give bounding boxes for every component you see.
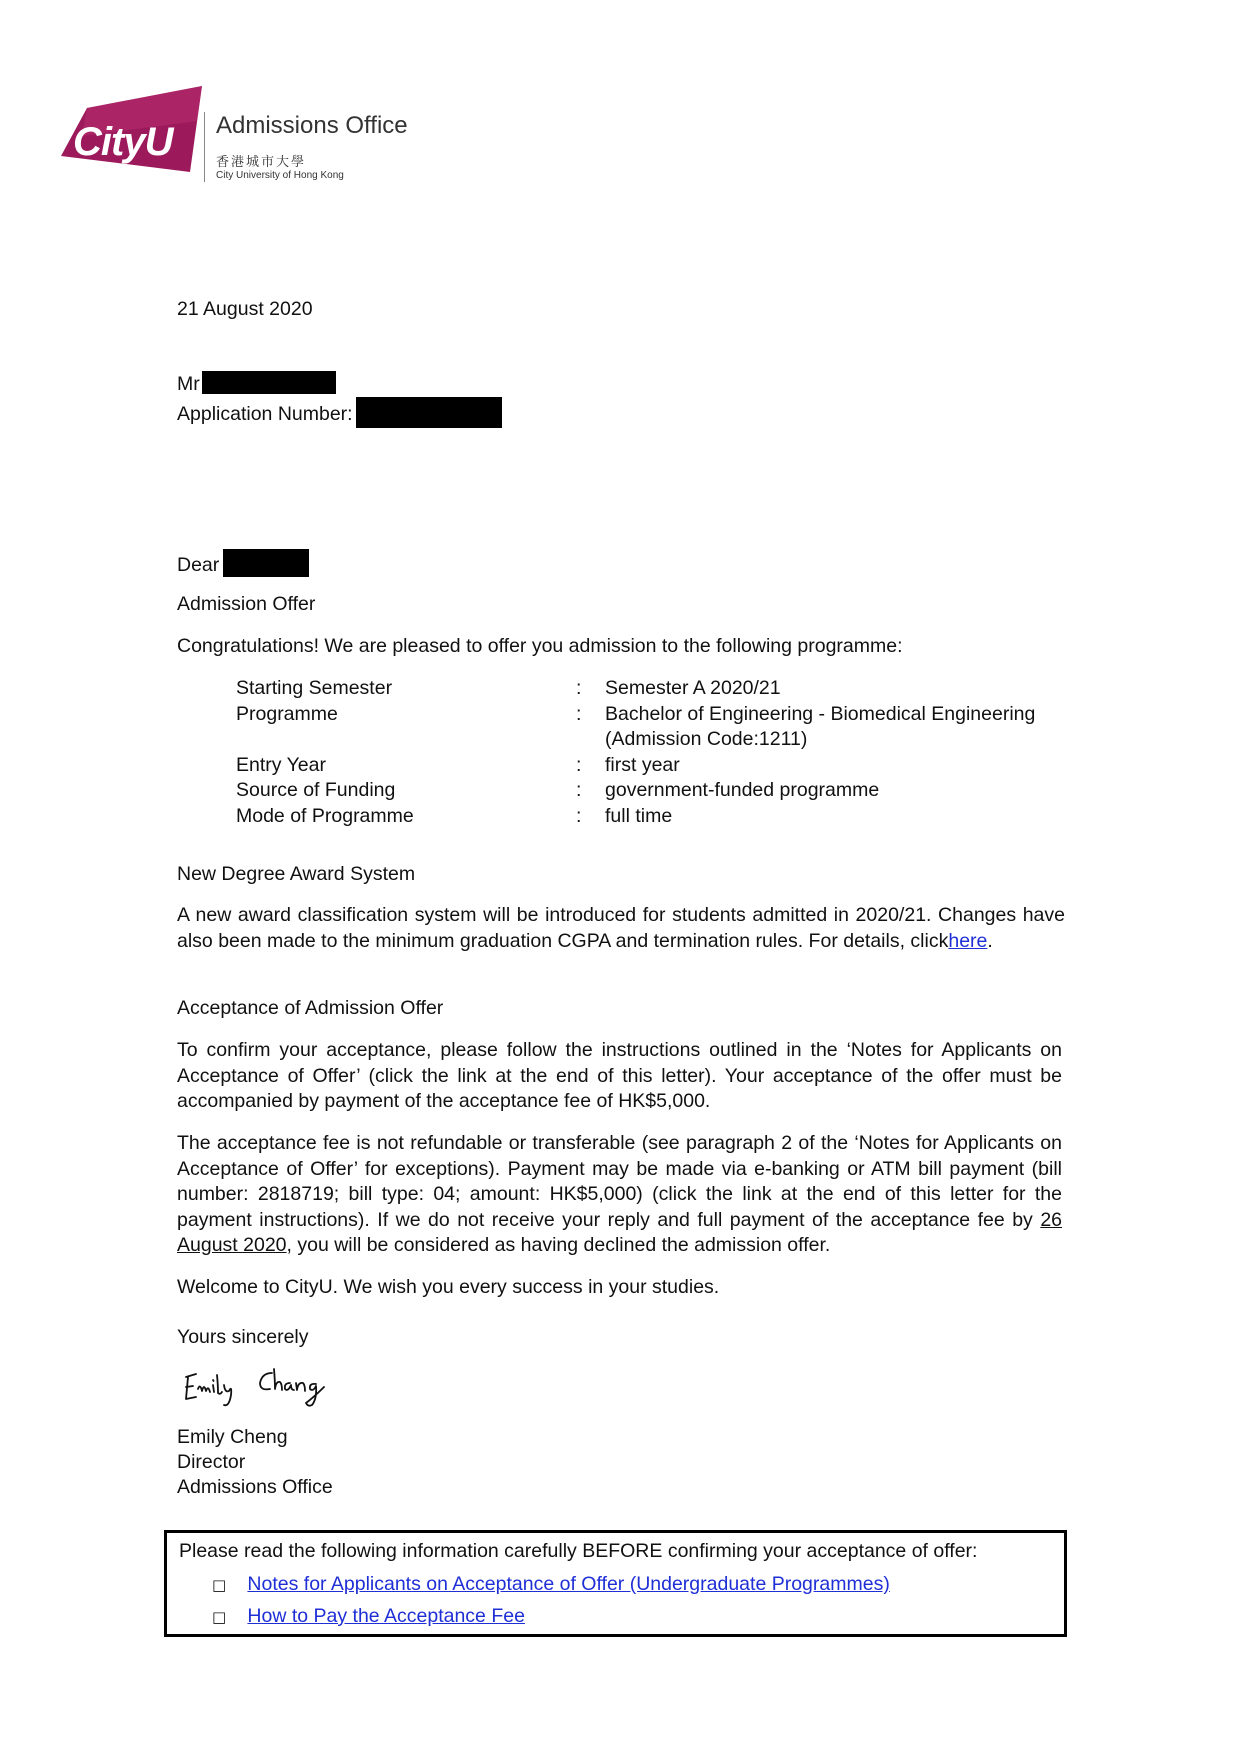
- application-number-label: Application Number:: [177, 403, 353, 425]
- recipient-title: Mr: [177, 373, 200, 395]
- notes-for-applicants-link[interactable]: Notes for Applicants on Acceptance of Offer (Undergraduate Programmes): [247, 1573, 890, 1595]
- detail-row-programme-code: [236, 727, 1035, 753]
- handwritten-signature: [180, 1365, 340, 1415]
- signatory-position: Director: [177, 1451, 246, 1473]
- signatory-office: Admissions Office: [177, 1476, 333, 1498]
- bullet-icon: □: [212, 1608, 227, 1626]
- application-number-line: [177, 397, 502, 428]
- detail-colon: :: [576, 804, 582, 827]
- university-chinese-name: 香港城市大學: [216, 155, 307, 170]
- redacted-salutation-name: [223, 549, 309, 577]
- detail-value: first year: [605, 753, 680, 776]
- detail-label: Mode of Programme: [236, 804, 414, 827]
- logo-text: CityU: [73, 120, 173, 164]
- detail-label: Entry Year: [236, 753, 326, 776]
- award-end: .: [987, 929, 993, 952]
- letter-date: 21 August 2020: [177, 298, 313, 320]
- detail-row-entry-year: [236, 753, 1035, 779]
- intro-paragraph: Congratulations! We are pleased to offer you admission to the following programme:: [177, 635, 903, 657]
- redacted-application-number: [356, 397, 502, 428]
- university-english-name: City University of Hong Kong: [216, 170, 344, 181]
- detail-colon: :: [576, 677, 582, 699]
- award-details-link[interactable]: here: [948, 929, 988, 952]
- acceptance-paragraph-1: To confirm your acceptance, please follow the instructions outlined in the ‘Notes for Applicants on Acceptance of Offer’ (click the link at the end of this letter). Your acceptance of the offer must be accompanied by payment of the acceptance fee of HK$5,000.: [177, 1039, 1062, 1112]
- office-name: Admissions Office: [216, 112, 408, 139]
- award-text: A new award classification system will be introduced for students admitted in 2020/21. Changes have also been made to the minimum graduation CGPA and termination rules. For details, click: [177, 904, 1065, 952]
- detail-row-programme: [236, 702, 1035, 728]
- detail-label: Programme: [236, 702, 338, 725]
- detail-colon: :: [576, 702, 582, 725]
- subject-line: Admission Offer: [177, 593, 316, 615]
- detail-label: Source of Funding: [236, 779, 396, 801]
- welcome-line: Welcome to CityU. We wish you every success in your studies.: [177, 1276, 720, 1298]
- detail-label: Starting Semester: [236, 677, 393, 699]
- offer-details-table: [236, 676, 1035, 829]
- logo-divider: [204, 112, 205, 182]
- detail-value: full time: [605, 804, 673, 827]
- recipient-line: [177, 371, 336, 398]
- signatory-name: Emily Cheng: [177, 1426, 288, 1448]
- detail-value-admission-code: (Admission Code:1211): [605, 728, 808, 750]
- salutation: Dear: [177, 554, 220, 576]
- detail-value: government-funded programme: [605, 779, 880, 801]
- bullet-icon: □: [212, 1576, 227, 1594]
- detail-row-starting-semester: [236, 676, 1035, 702]
- detail-colon: :: [576, 779, 582, 801]
- acceptance-paragraph-2: [177, 1131, 1062, 1259]
- detail-row-source-of-funding: [236, 778, 1035, 804]
- closing-line: Yours sincerely: [177, 1326, 309, 1348]
- salutation-line: [177, 549, 309, 579]
- info-box-intro: Please read the following information carefully BEFORE confirming your acceptance of offer:: [179, 1540, 978, 1562]
- detail-row-mode-of-programme: [236, 804, 1035, 830]
- cityu-logo: [57, 86, 207, 182]
- detail-value: Bachelor of Engineering - Biomedical Engineering: [605, 702, 1036, 725]
- how-to-pay-link[interactable]: How to Pay the Acceptance Fee: [247, 1605, 525, 1627]
- info-list-item: [212, 1572, 890, 1599]
- detail-colon: :: [576, 753, 582, 776]
- info-box: [164, 1530, 1067, 1637]
- acceptance-heading: Acceptance of Admission Offer: [177, 997, 444, 1019]
- detail-value: Semester A 2020/21: [605, 677, 781, 699]
- deadline-date: 26 August 2020: [177, 1208, 1063, 1256]
- award-heading: New Degree Award System: [177, 863, 416, 885]
- award-paragraph: [177, 903, 1065, 954]
- acceptance-p2-end: , you will be considered as having declined the admission offer.: [286, 1234, 831, 1256]
- acceptance-p2-text: The acceptance fee is not refundable or transferable (see paragraph 2 of the ‘Notes for Applicants on Acceptance of Offer’ for exceptions). Payment may be made via e-banking or ATM bill payment (bill number: 2818719; bill type: 04; amount: HK$5,000) (click the link at the end of this letter for the payment instructions). If we do not receive your reply and full payment of the acceptance fee by: [177, 1132, 1062, 1231]
- redacted-name: [202, 371, 336, 394]
- info-list-item: [212, 1604, 525, 1631]
